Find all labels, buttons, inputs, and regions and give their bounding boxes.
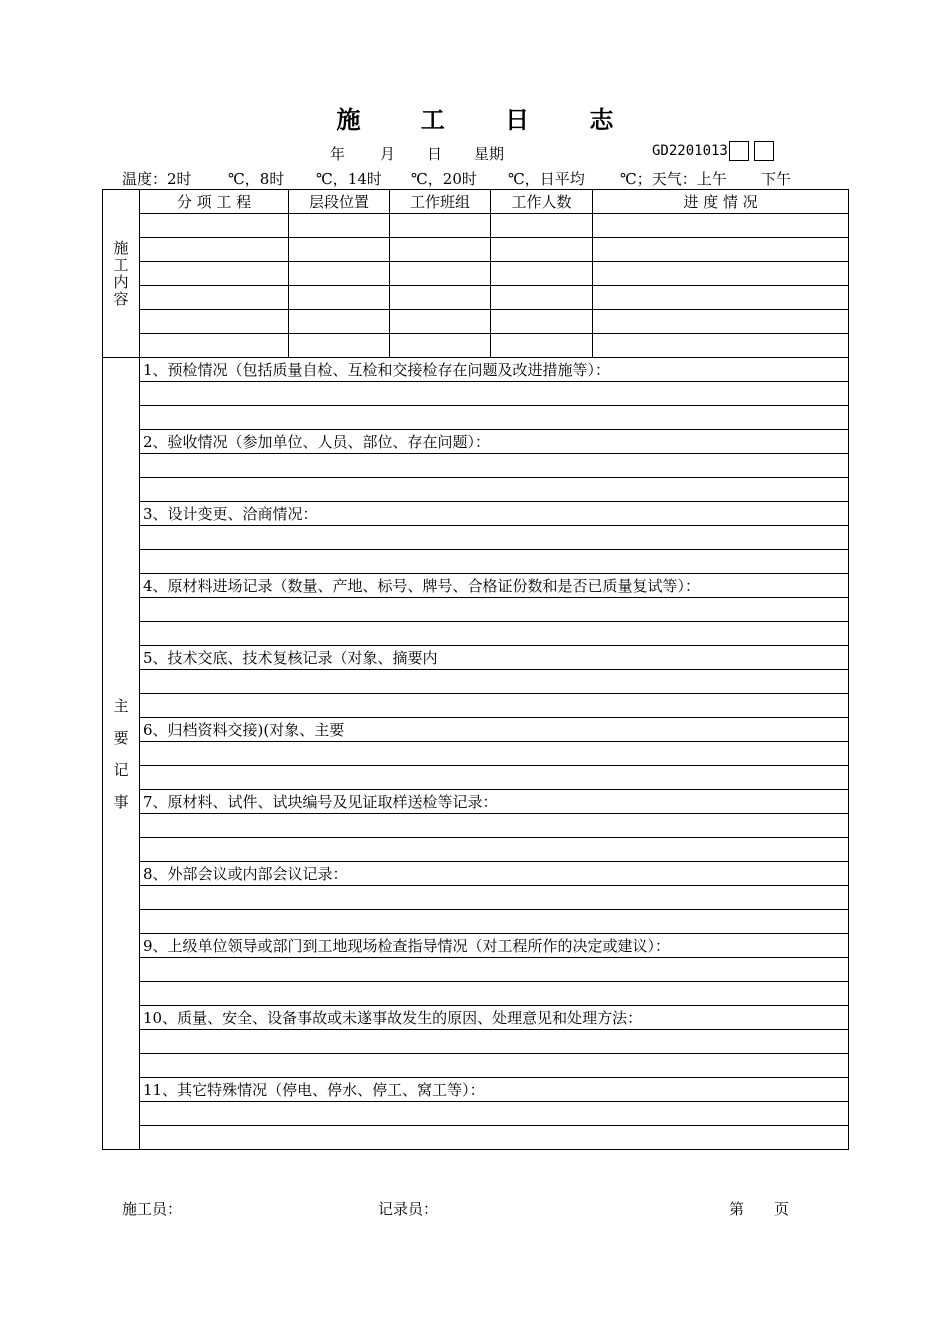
page-number-label: 第 页 (729, 1200, 790, 1218)
col-header-team: 工作班组 (390, 190, 491, 214)
table-row (103, 334, 849, 358)
cell[interactable] (289, 214, 390, 238)
temp-20h-label: ℃，20时 (411, 170, 477, 188)
code-box-2[interactable] (754, 141, 774, 161)
cell[interactable] (491, 262, 593, 286)
item-label-8: 8、外部会议或内部会议记录： (140, 862, 849, 886)
notes-line[interactable] (140, 454, 849, 478)
temp-avg-label: ℃，日平均 (508, 170, 585, 188)
section-main-events: 主要记事 (103, 358, 140, 1150)
notes-line[interactable] (140, 1126, 849, 1150)
cell[interactable] (593, 286, 849, 310)
temp-2h-label: 温度：2时 (122, 170, 192, 188)
constructor-signature-label: 施工员： (122, 1200, 183, 1218)
weather-pm-label: 下午 (761, 170, 792, 188)
notes-line[interactable] (140, 382, 849, 406)
notes-line[interactable] (140, 814, 849, 838)
cell[interactable] (390, 286, 491, 310)
item-label-6: 6、归档资料交接)(对象、主要 (140, 718, 849, 742)
col-header-location: 层段位置 (289, 190, 390, 214)
cell[interactable] (289, 310, 390, 334)
recorder-signature-label: 记录员： (378, 1200, 439, 1218)
cell[interactable] (390, 214, 491, 238)
cell[interactable] (491, 286, 593, 310)
item-label-9: 9、上级单位领导或部门到工地现场检查指导情况（对工程所作的决定或建议）： (140, 934, 849, 958)
table-row (103, 310, 849, 334)
notes-line[interactable] (140, 910, 849, 934)
table-row (103, 262, 849, 286)
cell[interactable] (593, 334, 849, 358)
cell[interactable] (140, 238, 289, 262)
table-row (103, 214, 849, 238)
month-label: 月 (380, 145, 396, 163)
item-label-2: 2、验收情况（参加单位、人员、部位、存在问题）： (140, 430, 849, 454)
cell[interactable] (140, 310, 289, 334)
cell[interactable] (390, 334, 491, 358)
cell[interactable] (593, 310, 849, 334)
notes-line[interactable] (140, 958, 849, 982)
weekday-label: 星期 (474, 145, 505, 163)
table-row (103, 286, 849, 310)
cell[interactable] (289, 286, 390, 310)
temp-8h-label: ℃，8时 (228, 170, 285, 188)
item-label-1: 1、预检情况（包括质量自检、互检和交接检存在问题及改进措施等）： (140, 358, 849, 382)
notes-line[interactable] (140, 550, 849, 574)
cell[interactable] (140, 214, 289, 238)
item-label-5: 5、技术交底、技术复核记录（对象、摘要内 (140, 646, 849, 670)
cell[interactable] (491, 238, 593, 262)
notes-line[interactable] (140, 1102, 849, 1126)
col-header-progress: 进 度 情 况 (593, 190, 849, 214)
cell[interactable] (593, 262, 849, 286)
cell[interactable] (140, 262, 289, 286)
notes-line[interactable] (140, 406, 849, 430)
cell[interactable] (491, 214, 593, 238)
notes-line[interactable] (140, 886, 849, 910)
cell[interactable] (491, 310, 593, 334)
notes-line[interactable] (140, 694, 849, 718)
notes-line[interactable] (140, 622, 849, 646)
cell[interactable] (593, 214, 849, 238)
table-row (103, 238, 849, 262)
item-label-11: 11、其它特殊情况（停电、停水、停工、窝工等）： (140, 1078, 849, 1102)
item-label-10: 10、质量、安全、设备事故或未遂事故发生的原因、处理意见和处理方法： (140, 1006, 849, 1030)
temp-14h-label: ℃，14时 (316, 170, 382, 188)
col-header-headcount: 工作人数 (491, 190, 593, 214)
notes-line[interactable] (140, 526, 849, 550)
notes-line[interactable] (140, 838, 849, 862)
document-code: GD2201013 (652, 143, 728, 159)
page-title: 施 工 日 志 (336, 106, 640, 134)
notes-line[interactable] (140, 742, 849, 766)
cell[interactable] (289, 238, 390, 262)
col-header-subitem: 分 项 工 程 (140, 190, 289, 214)
notes-line[interactable] (140, 982, 849, 1006)
cell[interactable] (140, 334, 289, 358)
cell[interactable] (390, 238, 491, 262)
notes-line[interactable] (140, 1030, 849, 1054)
cell[interactable] (593, 238, 849, 262)
cell[interactable] (491, 334, 593, 358)
notes-line[interactable] (140, 670, 849, 694)
notes-line[interactable] (140, 598, 849, 622)
cell[interactable] (390, 310, 491, 334)
section-construction-content: 施工内容 (103, 190, 140, 358)
notes-line[interactable] (140, 1054, 849, 1078)
item-label-4: 4、原材料进场记录（数量、产地、标号、牌号、合格证份数和是否已质量复试等）： (140, 574, 849, 598)
cell[interactable] (390, 262, 491, 286)
item-label-7: 7、原材料、试件、试块编号及见证取样送检等记录： (140, 790, 849, 814)
weather-am-label: ℃；天气：上午 (620, 170, 727, 188)
cell[interactable] (289, 262, 390, 286)
cell[interactable] (140, 286, 289, 310)
code-box-1[interactable] (729, 141, 749, 161)
notes-line[interactable] (140, 478, 849, 502)
day-label: 日 (427, 145, 443, 163)
cell[interactable] (289, 334, 390, 358)
notes-line[interactable] (140, 766, 849, 790)
item-label-3: 3、设计变更、洽商情况： (140, 502, 849, 526)
year-label: 年 (330, 145, 346, 163)
construction-log-table (102, 189, 849, 1150)
